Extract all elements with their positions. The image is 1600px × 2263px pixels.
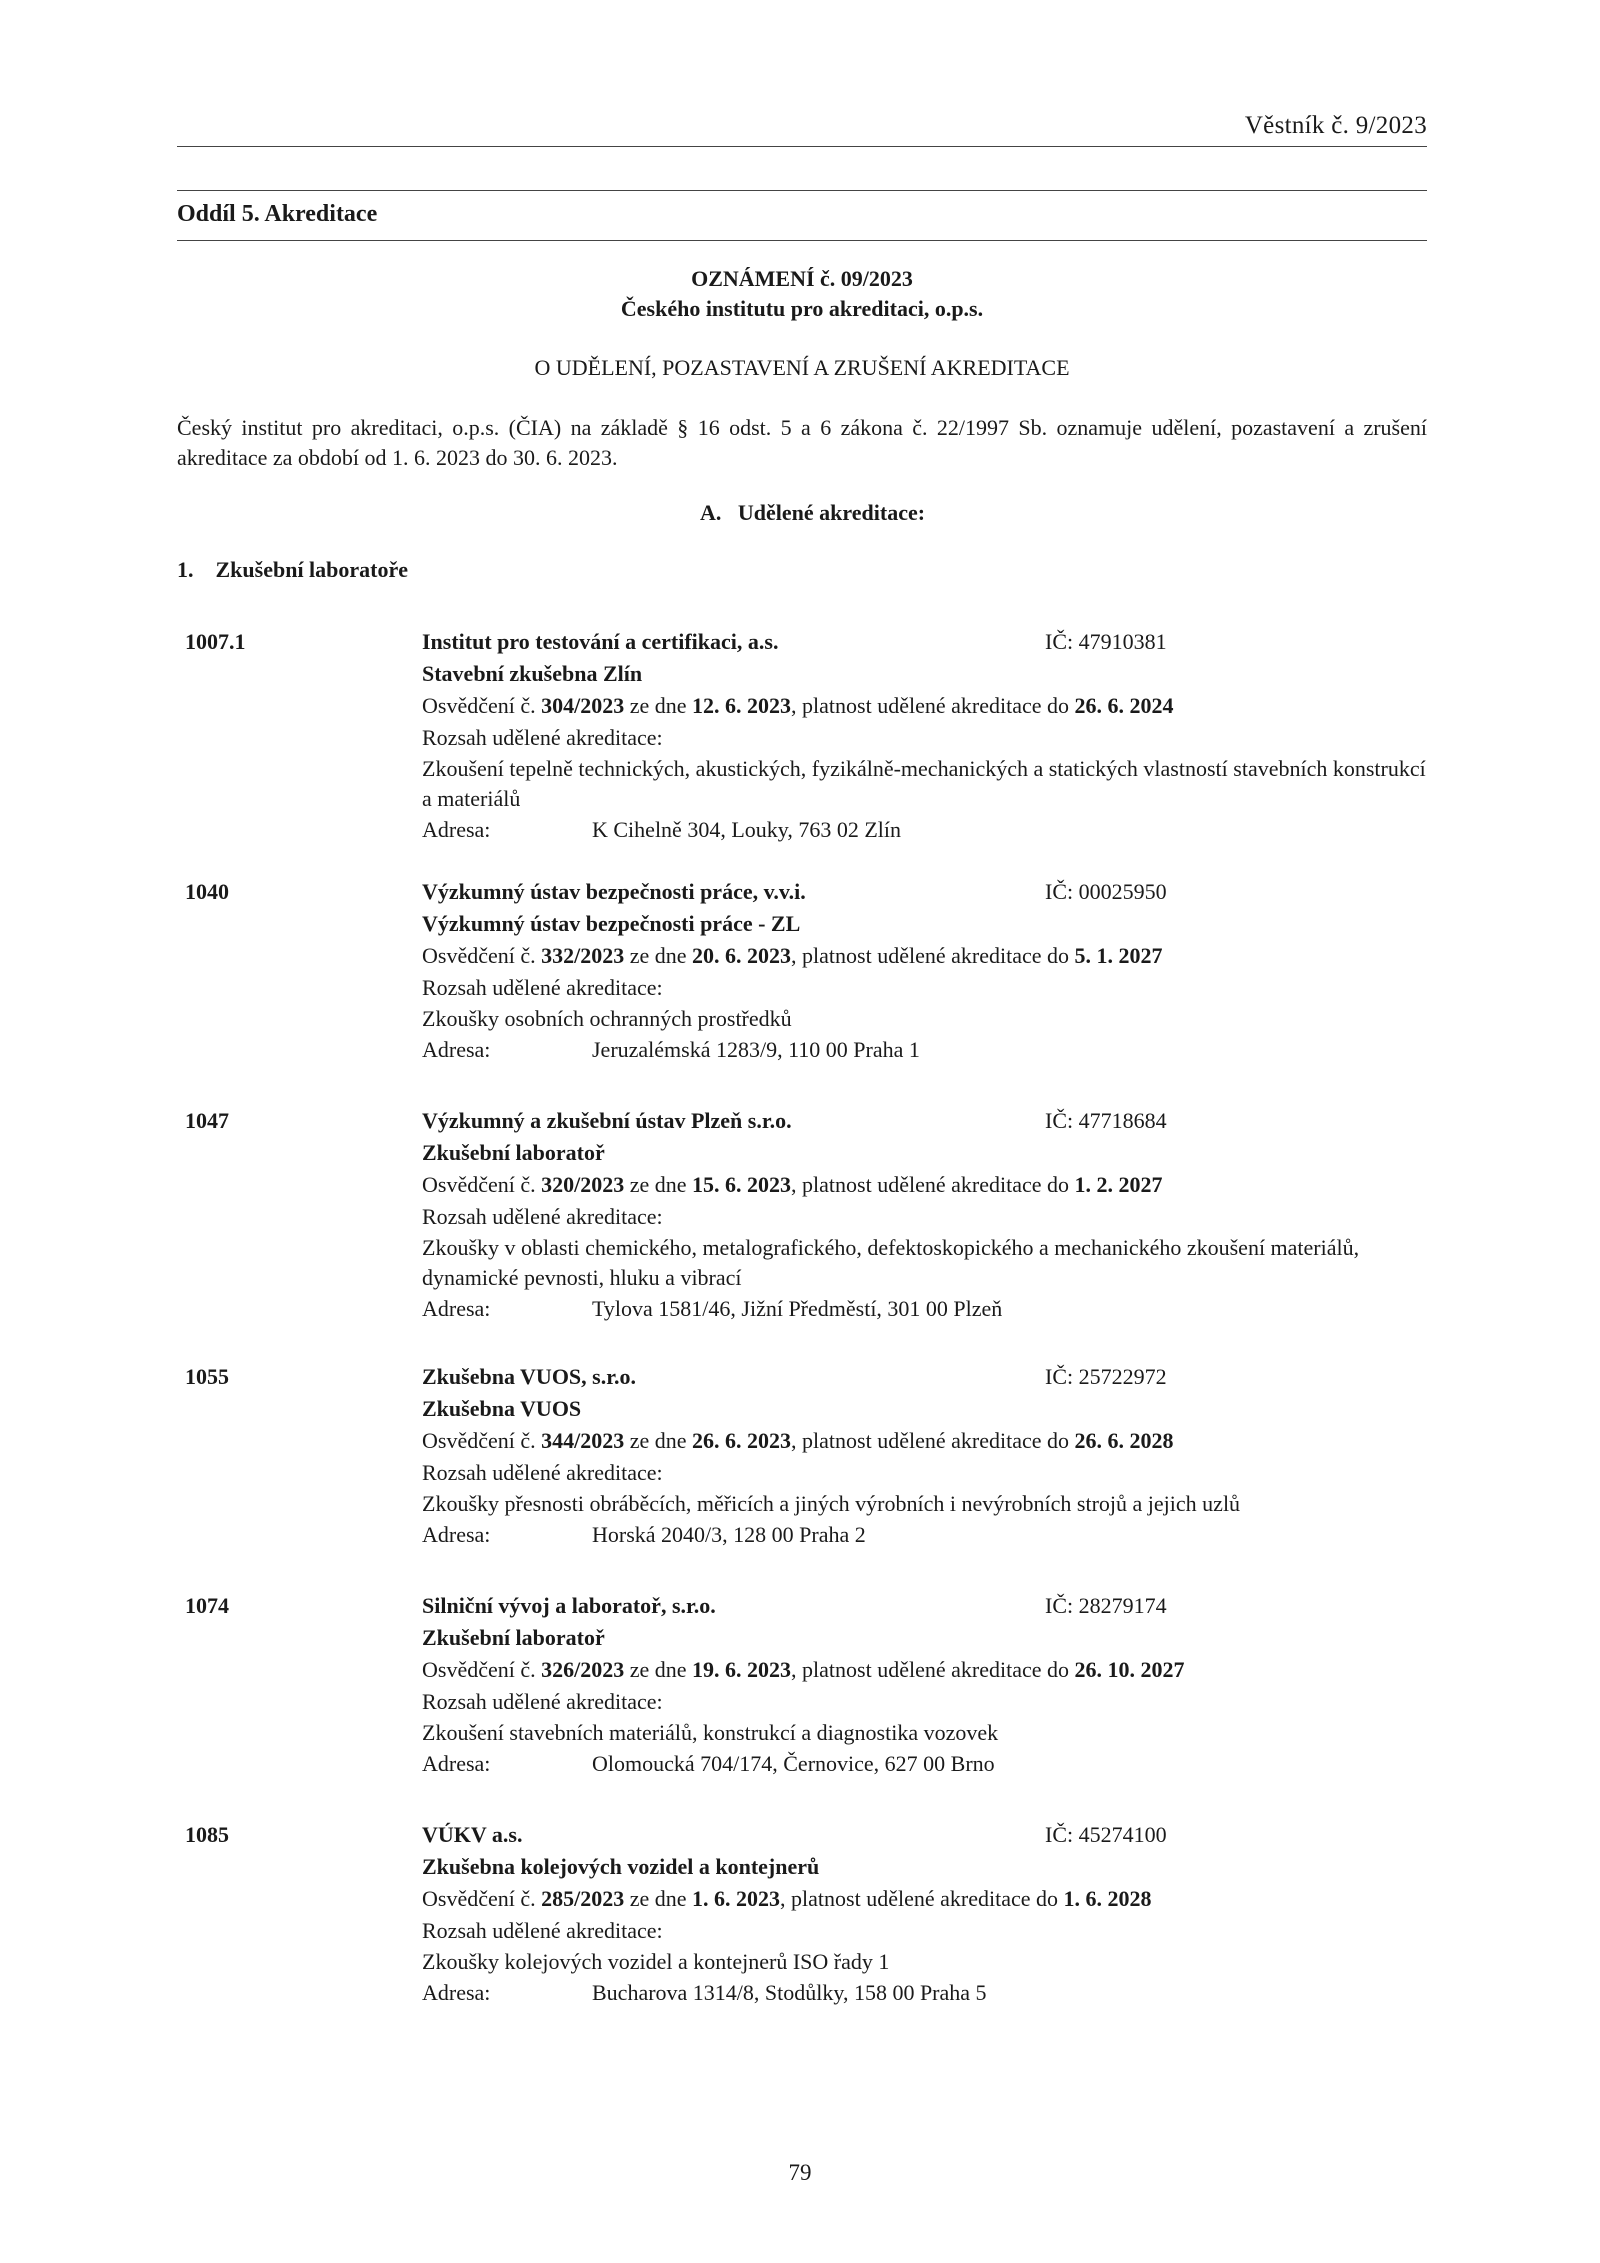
address-label: Adresa:	[422, 1037, 491, 1062]
entry-certificate	[422, 1425, 1427, 1457]
scope-text: Zkoušení stavebních materiálů, konstrukcí a diagnostika vozovek	[422, 1720, 999, 1745]
ic-label: IČ:	[1045, 1822, 1079, 1847]
ic-value: 00025950	[1078, 879, 1167, 904]
journal-title: Věstník č. 9/2023	[1244, 112, 1427, 139]
announcement-institute: Českého institutu pro akreditaci, o.p.s.	[620, 296, 984, 321]
address-value: Olomoucká 704/174, Černovice, 627 00 Brno	[592, 1751, 995, 1776]
accreditation-entry	[185, 1105, 1427, 1325]
cert-label: Osvědčení č.	[422, 693, 542, 718]
entry-certificate	[422, 1654, 1427, 1686]
entry-ic	[1045, 1361, 1167, 1393]
entry-ic	[1045, 1590, 1167, 1622]
entry-certificate	[422, 1169, 1427, 1201]
validity-label: , platnost udělené akreditace do	[791, 1657, 1075, 1682]
ic-value: 25722972	[1078, 1364, 1167, 1389]
scope-label: Rozsah udělené akreditace:	[422, 1918, 663, 1943]
scope-label: Rozsah udělené akreditace:	[422, 1689, 663, 1714]
scope-label: Rozsah udělené akreditace:	[422, 1204, 663, 1229]
date-label: ze dne	[624, 1172, 693, 1197]
cert-date: 1. 6. 2023	[692, 1886, 781, 1911]
entry-body	[422, 626, 1427, 846]
entry-address	[422, 1293, 1427, 1325]
entry-body	[422, 1105, 1427, 1325]
cert-label: Osvědčení č.	[422, 1172, 542, 1197]
date-label: ze dne	[624, 1657, 693, 1682]
cert-date: 26. 6. 2023	[692, 1428, 792, 1453]
ic-value: 47718684	[1078, 1108, 1167, 1133]
cert-label: Osvědčení č.	[422, 1657, 542, 1682]
entry-ic	[1045, 626, 1167, 658]
section-title: Oddíl 5. Akreditace	[177, 201, 378, 227]
subsection-heading-a	[700, 500, 925, 526]
entry-body	[422, 876, 1427, 1066]
cert-number: 320/2023	[541, 1172, 625, 1197]
address-value: K Cihelně 304, Louky, 763 02 Zlín	[592, 817, 901, 842]
validity-label: , platnost udělené akreditace do	[780, 1886, 1064, 1911]
accreditation-entry	[185, 876, 1427, 1066]
entry-address	[422, 1519, 1427, 1551]
subsection-title: Zkušební laboratoře	[215, 557, 409, 582]
cert-number: 344/2023	[541, 1428, 625, 1453]
subsection-title: Udělené akreditace:	[737, 500, 926, 525]
address-label: Adresa:	[422, 1980, 491, 2005]
entry-number: 1047	[185, 1108, 229, 1133]
date-label: ze dne	[624, 1428, 693, 1453]
intro-paragraph: Český institut pro akreditaci, o.p.s. (ČIA) na základě § 16 odst. 5 a 6 zákona č. 22/1997 Sb. oznamuje udělení, pozastavení a zrušení akreditace za období od 1. 6. 2023 do 30. 6. 2023.	[177, 415, 1427, 470]
date-label: ze dne	[624, 943, 693, 968]
valid-until: 5. 1. 2027	[1074, 943, 1163, 968]
valid-until: 26. 6. 2028	[1074, 1428, 1174, 1453]
entry-body	[422, 1361, 1427, 1551]
valid-until: 26. 10. 2027	[1074, 1657, 1185, 1682]
entry-certificate	[422, 940, 1427, 972]
cert-date: 20. 6. 2023	[692, 943, 792, 968]
address-value: Tylova 1581/46, Jižní Předměstí, 301 00 Plzeň	[592, 1296, 1003, 1321]
section-bottom-rule	[177, 240, 1427, 241]
entry-ic	[1045, 876, 1167, 908]
validity-label: , platnost udělené akreditace do	[791, 1428, 1075, 1453]
header-rule	[177, 146, 1427, 147]
subsection-heading-1	[177, 557, 408, 583]
entry-certificate	[422, 690, 1427, 722]
entry-body	[422, 1819, 1427, 2009]
cert-date: 12. 6. 2023	[692, 693, 792, 718]
date-label: ze dne	[624, 693, 693, 718]
scope-label: Rozsah udělené akreditace:	[422, 1460, 663, 1485]
cert-number: 326/2023	[541, 1657, 625, 1682]
entry-unit: Zkušební laboratoř	[422, 1625, 605, 1650]
entry-address	[422, 814, 1427, 846]
address-label: Adresa:	[422, 1751, 491, 1776]
entry-organization: Institut pro testování a certifikaci, a.s.	[422, 629, 779, 654]
entry-unit: Výzkumný ústav bezpečnosti práce - ZL	[422, 911, 801, 936]
cert-number: 285/2023	[541, 1886, 625, 1911]
ic-label: IČ:	[1045, 1364, 1079, 1389]
scope-text: Zkoušení tepelně technických, akustických, fyzikálně-mechanických a statických vlastností stavebních konstrukcí a materiálů	[422, 756, 1426, 811]
valid-until: 1. 6. 2028	[1063, 1886, 1152, 1911]
entry-unit: Zkušebna VUOS	[422, 1396, 582, 1421]
entry-unit: Zkušební laboratoř	[422, 1140, 605, 1165]
entry-organization: Silniční vývoj a laboratoř, s.r.o.	[422, 1593, 716, 1618]
ic-label: IČ:	[1045, 1108, 1079, 1133]
accreditation-entry	[185, 1819, 1427, 2009]
entry-organization: Výzkumný ústav bezpečnosti práce, v.v.i.	[422, 879, 806, 904]
scope-label: Rozsah udělené akreditace:	[422, 975, 663, 1000]
valid-until: 26. 6. 2024	[1074, 693, 1174, 718]
entry-organization: VÚKV a.s.	[422, 1822, 523, 1847]
entry-ic	[1045, 1105, 1167, 1137]
entry-unit: Stavební zkušebna Zlín	[422, 661, 643, 686]
entry-number: 1007.1	[185, 629, 246, 654]
scope-text: Zkoušky kolejových vozidel a kontejnerů ISO řady 1	[422, 1949, 890, 1974]
scope-text: Zkoušky v oblasti chemického, metalografického, defektoskopického a mechanického zkoušení materiálů, dynamické pevnosti, hluku a vibrací	[422, 1235, 1360, 1290]
scope-text: Zkoušky přesnosti obráběcích, měřicích a jiných výrobních i nevýrobních strojů a jejich uzlů	[422, 1491, 1241, 1516]
subsection-letter: A.	[700, 500, 722, 525]
address-value: Jeruzalémská 1283/9, 110 00 Praha 1	[592, 1037, 920, 1062]
cert-number: 332/2023	[541, 943, 625, 968]
announcement-subject: O UDĚLENÍ, POZASTAVENÍ A ZRUŠENÍ AKREDITACE	[534, 355, 1070, 380]
valid-until: 1. 2. 2027	[1074, 1172, 1163, 1197]
cert-label: Osvědčení č.	[422, 1428, 542, 1453]
announcement-title: OZNÁMENÍ č. 09/2023	[691, 266, 913, 291]
ic-value: 45274100	[1078, 1822, 1167, 1847]
ic-label: IČ:	[1045, 879, 1079, 904]
entry-address	[422, 1034, 1427, 1066]
entry-address	[422, 1977, 1427, 2009]
accreditation-entry	[185, 1590, 1427, 1780]
scope-text: Zkoušky osobních ochranných prostředků	[422, 1006, 792, 1031]
cert-number: 304/2023	[541, 693, 625, 718]
ic-label: IČ:	[1045, 629, 1079, 654]
address-label: Adresa:	[422, 1296, 491, 1321]
page-number: 79	[788, 2160, 812, 2185]
ic-value: 28279174	[1078, 1593, 1167, 1618]
cert-label: Osvědčení č.	[422, 943, 542, 968]
address-label: Adresa:	[422, 1522, 491, 1547]
section-top-rule	[177, 190, 1427, 191]
accreditation-entry	[185, 626, 1427, 846]
date-label: ze dne	[624, 1886, 693, 1911]
address-label: Adresa:	[422, 817, 491, 842]
cert-label: Osvědčení č.	[422, 1886, 542, 1911]
cert-date: 19. 6. 2023	[692, 1657, 792, 1682]
validity-label: , platnost udělené akreditace do	[791, 693, 1075, 718]
entry-number: 1040	[185, 879, 229, 904]
entry-organization: Zkušebna VUOS, s.r.o.	[422, 1364, 636, 1389]
ic-value: 47910381	[1078, 629, 1167, 654]
scope-label: Rozsah udělené akreditace:	[422, 725, 663, 750]
validity-label: , platnost udělené akreditace do	[791, 1172, 1075, 1197]
entry-number: 1074	[185, 1593, 229, 1618]
validity-label: , platnost udělené akreditace do	[791, 943, 1075, 968]
entry-ic	[1045, 1819, 1167, 1851]
entry-address	[422, 1748, 1427, 1780]
ic-label: IČ:	[1045, 1593, 1079, 1618]
address-value: Horská 2040/3, 128 00 Praha 2	[592, 1522, 866, 1547]
entry-organization: Výzkumný a zkušební ústav Plzeň s.r.o.	[422, 1108, 792, 1133]
entry-unit: Zkušebna kolejových vozidel a kontejnerů	[422, 1854, 820, 1879]
accreditation-entry	[185, 1361, 1427, 1551]
subsection-number: 1.	[177, 557, 194, 582]
cert-date: 15. 6. 2023	[692, 1172, 792, 1197]
entry-body	[422, 1590, 1427, 1780]
entry-certificate	[422, 1883, 1427, 1915]
entry-number: 1085	[185, 1822, 229, 1847]
entry-number: 1055	[185, 1364, 229, 1389]
address-value: Bucharova 1314/8, Stodůlky, 158 00 Praha 5	[592, 1980, 987, 2005]
